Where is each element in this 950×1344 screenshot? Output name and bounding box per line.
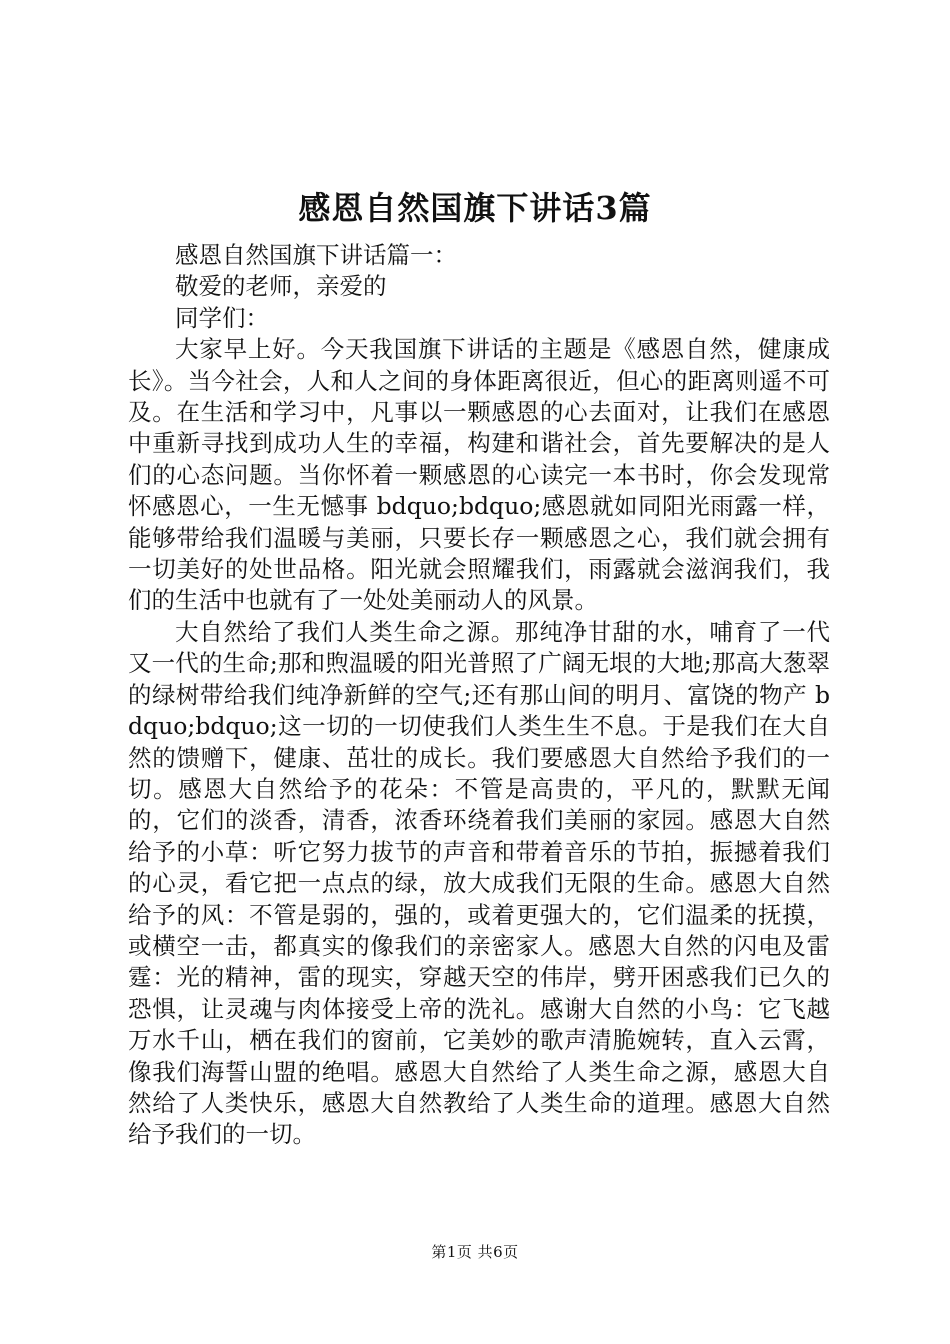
section-heading: 感恩自然国旗下讲话篇一： [175,241,457,269]
document-title: 感恩自然国旗下讲话3篇 [298,189,652,227]
page-footer: 第1页 共6页 [431,1243,519,1261]
salutation-line-1: 敬爱的老师，亲爱的 [175,272,387,301]
body-paragraph: 大自然给了我们人类生命之源。那纯净甘甜的水，哺育了一代又一代的生命;那和煦温暖的阳光普照了广阔无垠的大地;那高大葱翠的绿树带给我们纯净新鲜的空气;还有那山间的明月、富饶的物产 bdquo;bdquo;这一切的一切使我们人类生生不息。于是我们在大自然的馈赠下，健康、茁壮的成长。我们要感恩大自然给予我们的一切。感恩大自然给予的花朵：不管是高贵的，平凡的，默默无闻的，它们的淡香，清香，浓香环绕着我们美丽的家园。感恩大自然给予的小草：听它努力拔节的声音和带着音乐的节拍，振撼着我们的心灵，看它把一点点的绿，放大成我们无限的生命。感恩大自然给予的风：不管是弱的，强的，或着更强大的，它们温柔的抚摸，或横空一击，都真实的像我们的亲密家人。感恩大自然的闪电及雷霆：光的精神，雷的现实，穿越天空的伟岸，劈开困惑我们已久的恐惧，让灵魂与肉体接受上帝的洗礼。感谢大自然的小鸟：它飞越万水千山，栖在我们的窗前，它美妙的歌声清脆婉转，直入云霄，像我们海誓山盟的绝唱。感恩大自然给了人类生命之源，感恩大自然给了人类快乐，感恩大自然教给了人类生命的道理。感恩大自然给予我们的一切。 [128,617,830,1149]
salutation-line-2: 同学们： [175,303,269,332]
document-body [128,240,830,1151]
body-paragraph: 大家早上好。今天我国旗下讲话的主题是《感恩自然，健康成长》。当今社会，人和人之间的身体距离很近，但心的距离则遥不可及。在生活和学习中，凡事以一颗感恩的心去面对，让我们在感恩中重新寻找到成功人生的幸福，构建和谐社会，首先要解决的是人们的心态问题。当你怀着一颗感恩的心读完一本书时，你会发现常怀感恩心，一生无憾事 bdquo;bdquo;感恩就如同阳光雨露一样，能够带给我们温暖与美丽，只要长存一颗感恩之心，我们就会拥有一切美好的处世品格。阳光就会照耀我们，雨露就会滋润我们，我们的生活中也就有了一处处美丽动人的风景。 [128,335,830,615]
